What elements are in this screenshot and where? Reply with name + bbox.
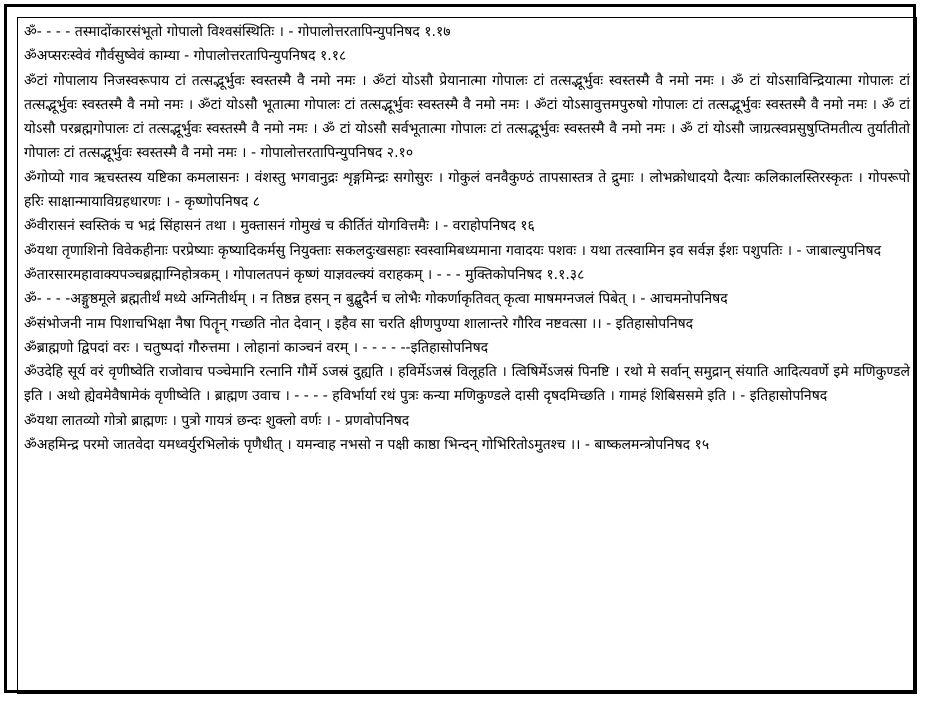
paragraph-8: ॐ- - - -अङ्गुष्ठमूले ब्रह्मतीर्थं मध्ये अग्नितीर्थम् । न तिष्ठन्न हसन् न बुद्बुदैर्न च लोभैः गोकर्णाकृतिवत् कृत्वा माषमग्नजलं पिबेत् । - आचमनोपनिषद [24, 291, 728, 308]
paragraph-5: ॐवीरासनं स्वस्तिकं च भद्रं सिंहासनं तथा । मुक्तासनं गोमुखं च कीर्तितं योगवित्तमैः । - वराहोपनिषद १६ [24, 218, 535, 235]
paragraph-9: ॐसंभोजनी नाम पिशाचभिक्षा नैषा पितॄन् गच्छति नोत देवान् । इहैव सा चरति क्षीणपुण्या शालान्तरे गौरिव नष्टवत्सा ।। - इतिहासोपनिषद [24, 315, 694, 332]
paragraph-2: ॐअप्सरःस्वेवं गौर्वसुष्वेवं काम्या - गोपालोत्तरतापिन्युपनिषद १.१८ [24, 48, 347, 65]
paragraph-3: ॐटां गोपालाय निजस्वरूपाय टां तत्सद्भूर्भुवः स्वस्तस्मै वै नमो नमः । ॐटां योऽसौ प्रेयानात्मा गोपालः टां तत्सद्भूर्भुवः स्वस्तस्मै वै नमो नमः । ॐ टां योऽसाविन्द्रियात्मा गोपालः टां तत्सद्भूर्भुवः स्वस्तस्मै वै नमो नमः । ॐटां योऽसौ भूतात्मा गोपालः टां तत्सद्भूर्भुवः स्वस्तस्मै वै नमो नमः । ॐटां योऽसावुत्तमपुरुषो गोपालः टां तत्सद्भूर्भुवः स्वस्तस्मै वै नमो नमः । ॐ टां योऽसौ परब्रह्मगोपालः टां तत्सद्भूर्भुवः स्वस्तस्मै वै नमो नमः । ॐ टां योऽसौ सर्वभूतात्मा गोपालः टां तत्सद्भूर्भुवः स्वस्तस्मै वै नमो नमः । ॐ टां योऽसौ जाग्रत्स्वप्नसुषुप्तिमतीत्य तुर्यातीतो गोपालः टां तत्सद्भूर्भुवः स्वस्तस्मै वै नमो नमः । - गोपालोत्तरतापिन्युपनिषद २.१० [24, 72, 910, 162]
page-border-outer [4, 4, 916, 693]
page-border-inner [17, 17, 917, 694]
paragraph-1: ॐ- - - - तस्मादोंकारसंभूतो गोपालो विश्वसंस्थितिः । - गोपालोत्तरतापिन्युपनिषद १.१७ [24, 24, 451, 40]
paragraph-10: ॐब्राह्मणो द्विपदां वरः । चतुष्पदां गौरुत्तमा । लोहानां काञ्चनं वरम् । - - - - --इतिहासोपनिषद [24, 339, 489, 356]
paragraph-12: ॐयथा लातव्यो गोत्रो ब्राह्मणः । पुत्रो गायत्रं छन्दः शुक्लो वर्णः । - प्रणवोपनिषद [24, 412, 410, 429]
document-body [24, 20, 910, 457]
paragraph-6: ॐयथा तृणाशिनो विवेकहीनाः परप्रेष्याः कृष्यादिकर्मसु नियुक्ताः सकलदुःखसहाः स्वस्वामिबध्यमाना गवादयः पशवः । यथा तत्स्वामिन इव सर्वज्ञ ईशः पशुपतिः । - जाबाल्युपनिषद [24, 242, 882, 259]
paragraph-4: ॐगोप्यो गाव ऋचस्तस्य यष्टिका कमलासनः । वंशस्तु भगवानुद्रः शृङ्गमिन्द्रः सगोसुरः । गोकुलं वनवैकुण्ठं तापसास्तत्र ते द्रुमाः । लोभक्रोधादयो दैत्याः कलिकालस्तिरस्कृतः । गोपरूपो हरिः साक्षान्मायाविग्रहधारणः । - कृष्णोपनिषद ८ [24, 169, 910, 211]
paragraph-7: ॐतारसारमहावाक्यपञ्चब्रह्माग्निहोत्रकम् । गोपालतपनं कृष्णं याज्ञवल्क्यं वराहकम् । - - - मुक्तिकोपनिषद १.१.३८ [24, 266, 585, 283]
paragraph-13: ॐअहमिन्द्र परमो जातवेदा यमध्वर्युरभिलोकं पृणैधीत् । यमन्वाह नभसो न पक्षी काष्ठा भिन्दन् गोभिरितोऽमुतश्च ।। - बाष्कलमन्त्रोपनिषद १५ [24, 437, 710, 454]
paragraph-11: ॐउदेहि सूर्य वरं वृणीष्वेति राजोवाच पञ्चेमानि रत्नानि गौर्मे ऽजस्रं दुह्यति । हविर्मेऽजस्रं विलूहति । त्विषिर्मेऽजस्रं पिनष्टि । रथो मे सर्वान् समुद्रान् संयाति आदित्यवर्णे इमे मणिकुण्डले इति । अथो ह्येवमेवैषामेकं वृणीष्वेति । ब्राह्मण उवाच । - - - - हविर्भार्या रथं पुत्रः कन्या मणिकुण्डले दासी दृषदमिच्छति । गामहं शिबिससमे इति । - इतिहासोपनिषद [24, 364, 910, 405]
